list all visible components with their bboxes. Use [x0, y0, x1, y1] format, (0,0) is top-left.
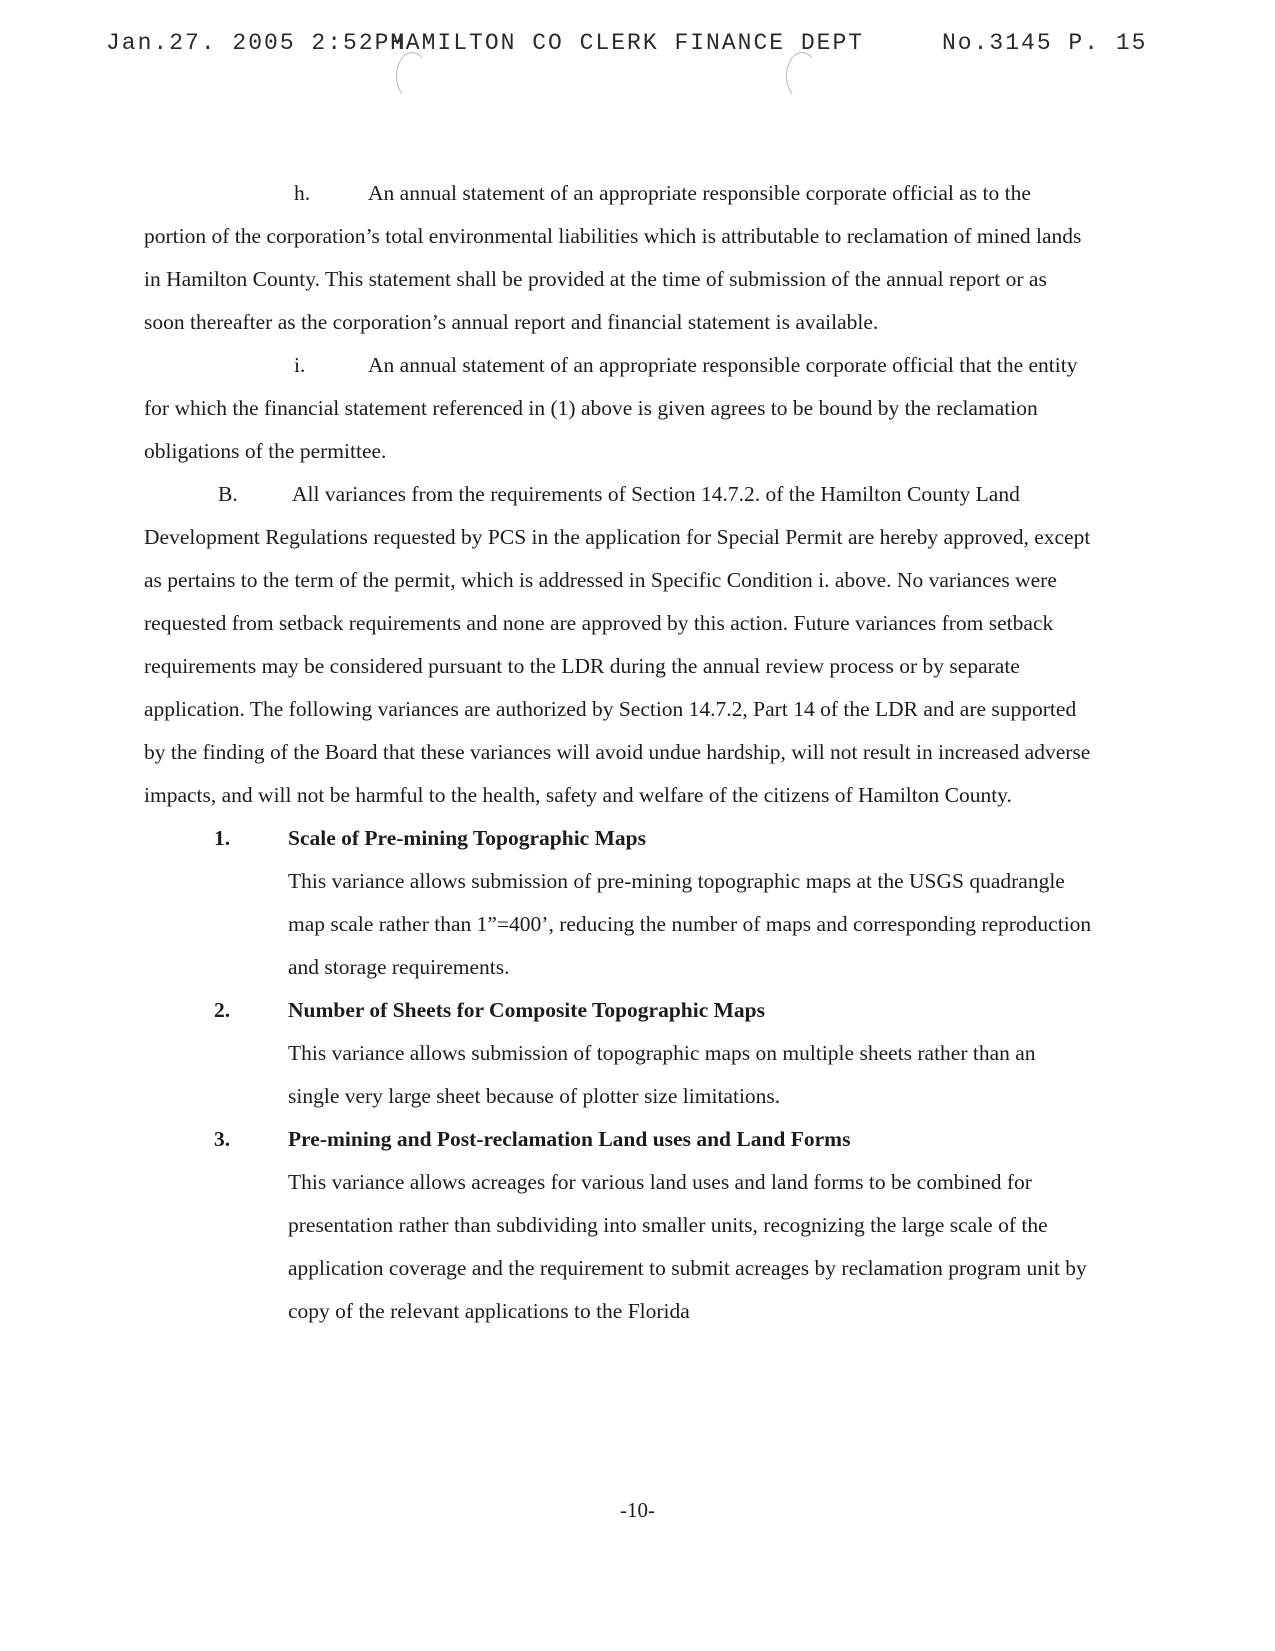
paragraph-text: All variances from the requirements of Section 14.7.2. of the Hamilton County Land Development Regulations requested by PCS in the application for Special Permit are hereby approved, except as pertains to the term of the permit, which is addressed in Specific Condition i. above. No variances were requested from setback requirements and none are approved by this action. Future variances from setback requirements may be considered pursuant to the LDR during the annual review process or by separate application. The following variances are authorized by Section 14.7.2, Part 14 of the LDR and are supported by the finding of the Board that these variances will avoid undue hardship, will not result in increased adverse impacts, and will not be harmful to the health, safety and welfare of the citizens of Hamilton County. [144, 482, 1091, 807]
variance-number: 2. [214, 998, 231, 1022]
paragraph-h [144, 172, 1092, 344]
variance-item [144, 1118, 1092, 1333]
document-body [144, 172, 1092, 1333]
paragraph-i [144, 344, 1092, 473]
variance-text: This variance allows acreages for various land uses and land forms to be combined for presentation rather than subdividing into smaller units, recognizing the large scale of the application coverage and the requirement to submit acreages by reclamation program unit by copy of the relevant applications to the Florida [288, 1170, 1087, 1323]
fax-date-time: Jan.27. 2005 2:52PM [106, 30, 407, 56]
variance-heading: Number of Sheets for Composite Topographic Maps [288, 998, 766, 1022]
variance-heading: Scale of Pre-mining Topographic Maps [288, 826, 646, 850]
variance-item [144, 989, 1092, 1118]
fax-sender: HAMILTON CO CLERK FINANCE DEPT [390, 30, 865, 56]
scan-smudge-mark [396, 52, 428, 100]
variance-number: 1. [214, 826, 231, 850]
paragraph-marker: B. [218, 482, 238, 506]
paragraph-text: An annual statement of an appropriate responsible corporate official that the entity for which the financial statement referenced in (1) above is given agrees to be bound by the reclamation obligations of the permittee. [144, 353, 1078, 463]
variance-text: This variance allows submission of pre-mining topographic maps at the USGS quadrangle map scale rather than 1”=400’, reducing the number of maps and corresponding reproduction and storage requirements. [288, 869, 1092, 979]
variance-item [144, 817, 1092, 989]
variance-number: 3. [214, 1127, 231, 1151]
fax-header [0, 30, 1275, 62]
page-number: -10- [620, 1498, 655, 1522]
fax-page-number: No.3145 P. 15 [942, 30, 1148, 56]
paragraph-marker: h. [294, 181, 311, 205]
paragraph-text: An annual statement of an appropriate responsible corporate official as to the portion of the corporation’s total environmental liabilities which is attributable to reclamation of mined lands in Hamilton County. This statement shall be provided at the time of submission of the annual report or as soon thereafter as the corporation’s annual report and financial statement is available. [144, 181, 1082, 334]
scan-smudge-mark [786, 52, 818, 100]
paragraph-marker: i. [294, 353, 306, 377]
paragraph-b [144, 473, 1092, 817]
variance-text: This variance allows submission of topographic maps on multiple sheets rather than an single very large sheet because of plotter size limitations. [288, 1041, 1036, 1108]
variance-heading: Pre-mining and Post-reclamation Land uses and Land Forms [288, 1127, 851, 1151]
